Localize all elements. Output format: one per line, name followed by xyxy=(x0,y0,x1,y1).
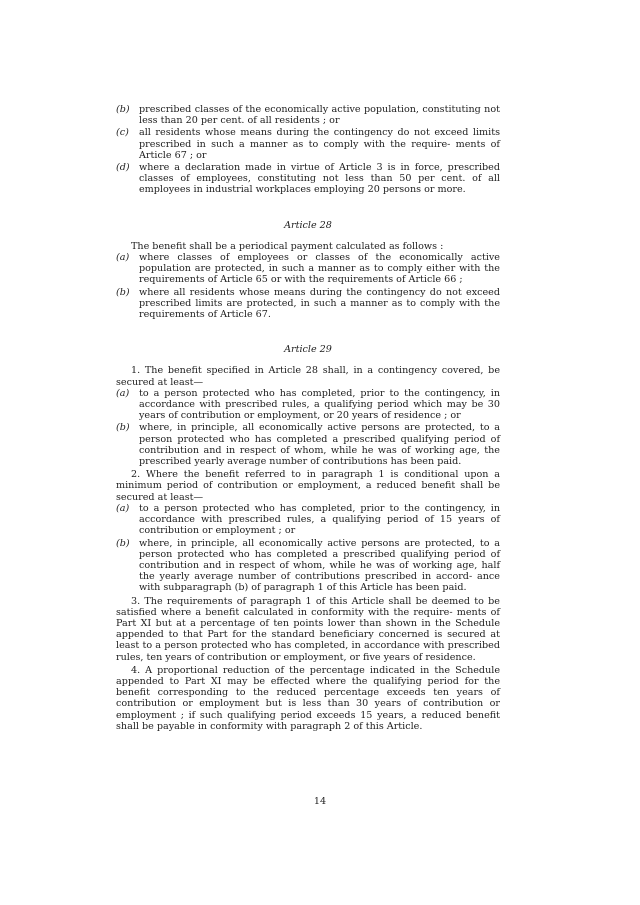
article-29-paragraph-3: 3. The requirements of paragraph 1 of this Article shall be deemed to be satisfied where a benefit calculated in conformity with the require- ments of Part XI but at a percentage of ten points lower than shown in the Schedule appended to that Part for the standard beneficiary concerned is secured at least to a person protected who has completed, in accordance with prescribed rules, ten years of contribution or employment, or five years of residence. xyxy=(116,595,500,663)
list-item xyxy=(116,503,500,537)
item-label: (b) xyxy=(116,104,130,115)
list-item xyxy=(116,127,500,161)
item-label: (b) xyxy=(116,537,130,549)
item-text: where, in principle, all economically active persons are protected, to a person protected who has completed a prescribed qualifying period of contribution and in respect of whom, while he was of working age, half the yearly average number of contributions prescribed in accord- ance with subparagraph (b) of paragraph 1 of this Article has been paid. xyxy=(139,537,500,594)
item-text: where, in principle, all economically active persons are protected, to a person protected who has completed a prescribed qualifying period of contribution and in respect of whom, while he was of working age, the prescribed yearly average number of contributions has been paid. xyxy=(139,422,500,468)
page-number: 14 xyxy=(313,796,327,807)
list-item xyxy=(116,162,500,196)
item-text: where a declaration made in virtue of Article 3 is in force, prescribed classes of employees, constituting not less than 50 per cent. of all employees in industrial workplaces employing 20 persons or more. xyxy=(139,162,500,196)
article-29-paragraph-1: 1. The benefit specified in Article 28 shall, in a contingency covered, be secured at least— xyxy=(116,365,500,388)
document-page xyxy=(116,104,500,732)
article-29-paragraph-2-list xyxy=(116,503,500,594)
article-29-heading: Article 29 xyxy=(284,344,332,356)
item-text: all residents whose means during the contingency do not exceed limits prescribed in such a manner as to comply with the require- ments of Article 67 ; or xyxy=(139,127,500,161)
list-item xyxy=(116,252,500,286)
item-text: where all residents whose means during the contingency do not exceed prescribed limits are protected, in such a manner as to comply with the requirements of Article 67. xyxy=(139,286,500,321)
item-text: to a person protected who has completed, prior to the contingency, in accordance with prescribed rules, a qualifying period which may be 30 years of contribution or employment, or 20 years of residence ; or xyxy=(139,387,500,422)
item-label: (a) xyxy=(116,502,130,514)
item-label: (d) xyxy=(116,162,130,174)
article-28-intro: The benefit shall be a periodical payment calculated as follows : xyxy=(131,240,444,252)
item-text: where classes of employees or classes of the economically active population are protected, in such a manner as to comply either with the requirements of Article 65 or with the requirements of Article 66 ; xyxy=(139,252,500,286)
item-label: (b) xyxy=(116,422,130,434)
item-label: (a) xyxy=(116,387,130,399)
article-28-heading: Article 28 xyxy=(284,219,332,231)
list-item xyxy=(116,422,500,467)
article-29-paragraph-2: 2. Where the benefit referred to in paragraph 1 is conditional upon a minimum period of contribution or employment, a reduced benefit shall be secured at least— xyxy=(116,469,500,503)
item-label: (b) xyxy=(116,286,130,298)
intro-list xyxy=(116,104,500,196)
list-item xyxy=(116,287,500,321)
article-29-paragraph-4: 4. A proportional reduction of the percentage indicated in the Schedule appended to Part XI may be effected where the qualifying period for the benefit corresponding to the reduced percentage exceeds ten years of contribution or employment but is less than 30 years of contribution or employment ; if such qualifying period exceeds 15 years, a reduced benefit shall be payable in conformity with paragraph 2 of this Article. xyxy=(116,664,500,732)
item-label: (c) xyxy=(116,127,129,139)
item-text: to a person protected who has completed, prior to the contingency, in accordance with prescribed rules, a qualifying period of 15 years of contribution or employment ; or xyxy=(139,502,500,537)
article-28-list xyxy=(116,252,500,320)
list-item xyxy=(116,388,500,422)
list-item xyxy=(116,104,500,126)
item-text: prescribed classes of the economically active population, constituting not less than 20 per cent. of all residents ; or xyxy=(139,104,500,127)
article-29-paragraph-1-list xyxy=(116,388,500,467)
item-label: (a) xyxy=(116,252,130,264)
list-item xyxy=(116,538,500,594)
